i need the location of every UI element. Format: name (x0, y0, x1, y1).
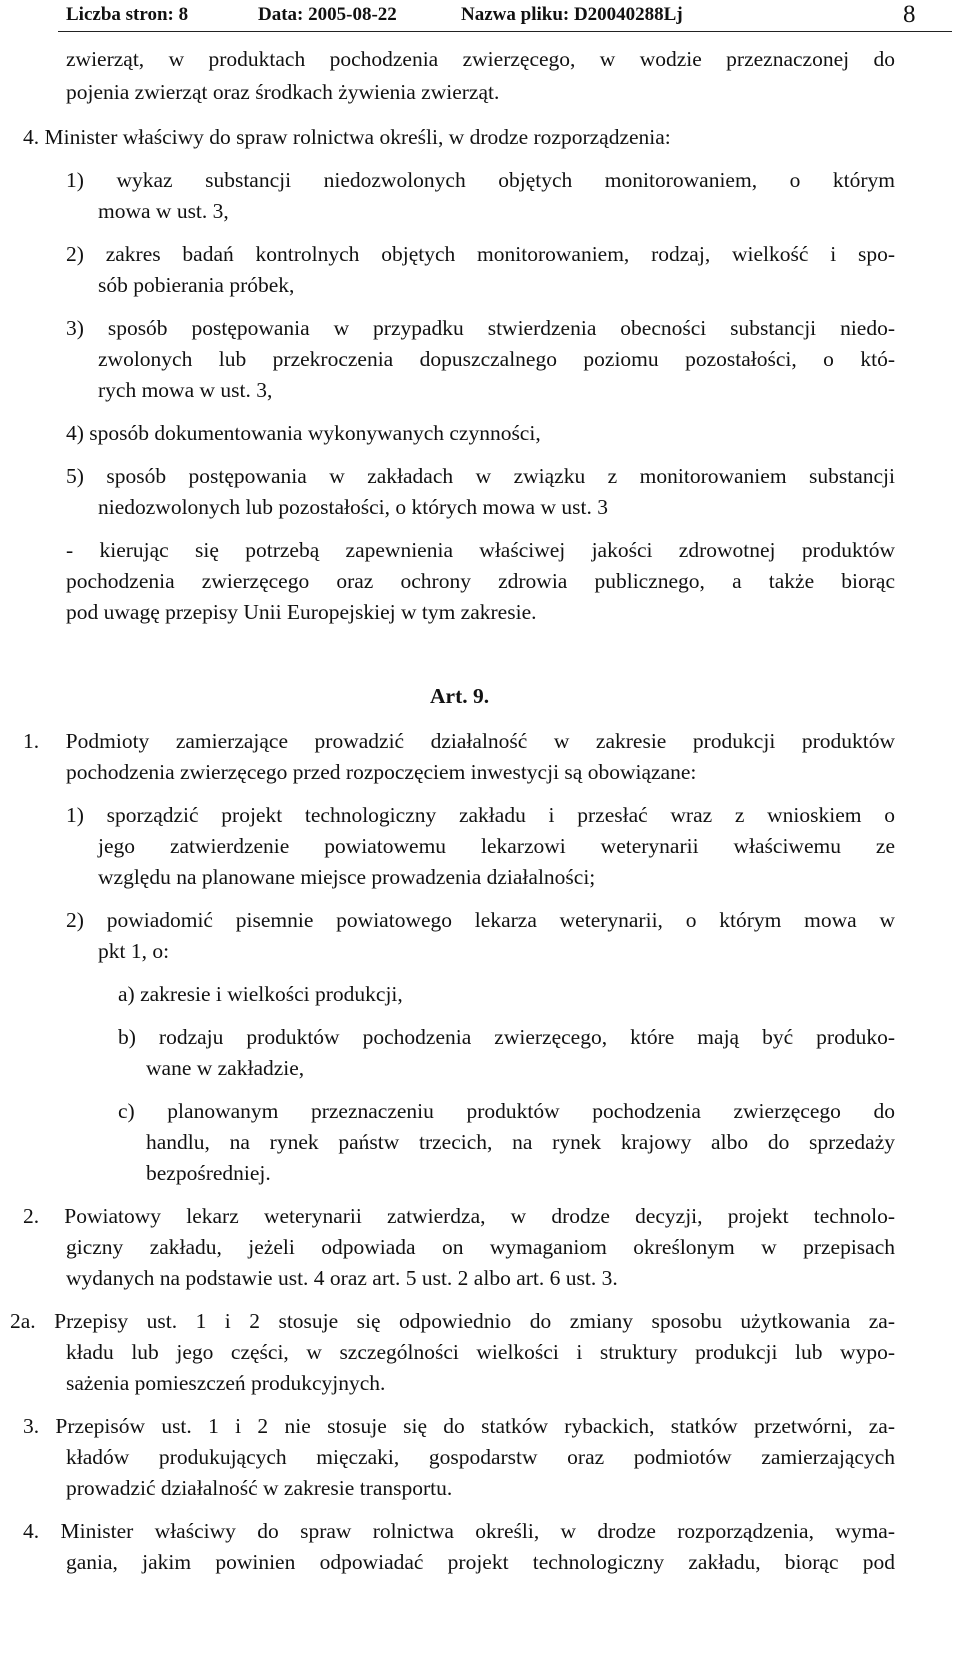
closing-clause-cont: pochodzenia zwierzęcego oraz ochrony zdrowia publicznego, a także biorąc (66, 569, 895, 593)
list-item-1-cont: mowa w ust. 3, (98, 199, 229, 223)
list-item-5-cont: niedozwolonych lub pozostałości, o których mowa w ust. 3 (98, 495, 608, 519)
date-label: Data: 2005-08-22 (258, 4, 397, 25)
paragraph-4-intro: 4. Minister właściwy do spraw rolnictwa określi, w drodze rozporządzenia: (23, 125, 671, 149)
page-number: 8 (903, 1, 916, 28)
list-item-1: 1) wykaz substancji niedozwolonych objętych monitorowaniem, o którym (66, 168, 895, 192)
art9-paragraph-1-cont: pochodzenia zwierzęcego przed rozpoczęciem inwestycji są obowiązane: (66, 760, 697, 784)
list-item-5: 5) sposób postępowania w zakładach w związku z monitorowaniem substancji (66, 464, 895, 488)
list-item-2-cont: sób pobierania próbek, (98, 273, 295, 297)
art9-subitem-c-cont: bezpośredniej. (146, 1161, 271, 1185)
text-line: zwierząt, w produktach pochodzenia zwierzęcego, w wodzie przeznaczonej do (66, 47, 895, 71)
list-item-2: 2) zakres badań kontrolnych objętych monitorowaniem, rodzaj, wielkość i spo- (66, 242, 895, 266)
art9-subitem-b-cont: wane w zakładzie, (146, 1056, 305, 1080)
page-header (0, 0, 960, 34)
list-item-4: 4) sposób dokumentowania wykonywanych czynności, (66, 421, 541, 445)
art9-paragraph-3-cont: kładów produkujących mięczaki, gospodarstw oraz podmiotów zamierzających (66, 1445, 895, 1469)
art9-paragraph-4-cont: gania, jakim powinien odpowiadać projekt technologiczny zakładu, biorąc pod (66, 1550, 895, 1574)
art9-subitem-a: a) zakresie i wielkości produkcji, (118, 982, 403, 1006)
art9-subitem-c-cont: handlu, na rynek państw trzecich, na rynek krajowy albo do sprzedaży (146, 1130, 895, 1154)
file-name-label: Nazwa pliku: D20040288Lj (461, 4, 683, 25)
art9-paragraph-2-cont: giczny zakładu, jeżeli odpowiada on wymaganiom określonym w przepisach (66, 1235, 895, 1259)
header-divider (58, 31, 952, 32)
list-item-3: 3) sposób postępowania w przypadku stwierdzenia obecności substancji niedo- (66, 316, 895, 340)
article-title: Art. 9. (430, 684, 490, 708)
art9-paragraph-1: 1. Podmioty zamierzające prowadzić działalność w zakresie produkcji produktów (23, 729, 895, 753)
art9-item-1-cont: jego zatwierdzenie powiatowemu lekarzowi weterynarii właściwemu ze (98, 834, 895, 858)
art9-item-2: 2) powiadomić pisemnie powiatowego lekarza weterynarii, o którym mowa w (66, 908, 895, 932)
list-item-3-cont: rych mowa w ust. 3, (98, 378, 273, 402)
closing-clause-cont: pod uwagę przepisy Unii Europejskiej w tym zakresie. (66, 600, 537, 624)
text-line: pojenia zwierząt oraz środkach żywienia zwierząt. (66, 80, 500, 104)
art9-paragraph-2a-cont: sażenia pomieszczeń produkcyjnych. (66, 1371, 386, 1395)
art9-paragraph-2a: 2a. Przepisy ust. 1 i 2 stosuje się odpowiednio do zmiany sposobu użytkowania za- (10, 1309, 895, 1333)
art9-paragraph-4: 4. Minister właściwy do spraw rolnictwa określi, w drodze rozporządzenia, wyma- (23, 1519, 895, 1543)
list-item-3-cont: zwolonych lub przekroczenia dopuszczalnego poziomu pozostałości, o któ- (98, 347, 895, 371)
art9-item-1: 1) sporządzić projekt technologiczny zakładu i przesłać wraz z wnioskiem o (66, 803, 895, 827)
page-count-label: Liczba stron: 8 (66, 4, 189, 25)
art9-paragraph-2a-cont: kładu lub jego części, w szczególności wielkości i struktury produkcji lub wypo- (66, 1340, 895, 1364)
art9-subitem-c: c) planowanym przeznaczeniu produktów pochodzenia zwierzęcego do (118, 1099, 895, 1123)
closing-clause: - kierując się potrzebą zapewnienia właściwej jakości zdrowotnej produktów (66, 538, 895, 562)
art9-paragraph-2: 2. Powiatowy lekarz weterynarii zatwierdza, w drodze decyzji, projekt technolo- (23, 1204, 895, 1228)
art9-item-1-cont: względu na planowane miejsce prowadzenia działalności; (98, 865, 596, 889)
art9-subitem-b: b) rodzaju produktów pochodzenia zwierzęcego, które mają być produko- (118, 1025, 895, 1049)
art9-paragraph-3-cont: prowadzić działalność w zakresie transportu. (66, 1476, 453, 1500)
art9-paragraph-3: 3. Przepisów ust. 1 i 2 nie stosuje się do statków rybackich, statków przetwórni, za- (23, 1414, 895, 1438)
art9-item-2-cont: pkt 1, o: (98, 939, 170, 963)
art9-paragraph-2-cont: wydanych na podstawie ust. 4 oraz art. 5 ust. 2 albo art. 6 ust. 3. (66, 1266, 618, 1290)
